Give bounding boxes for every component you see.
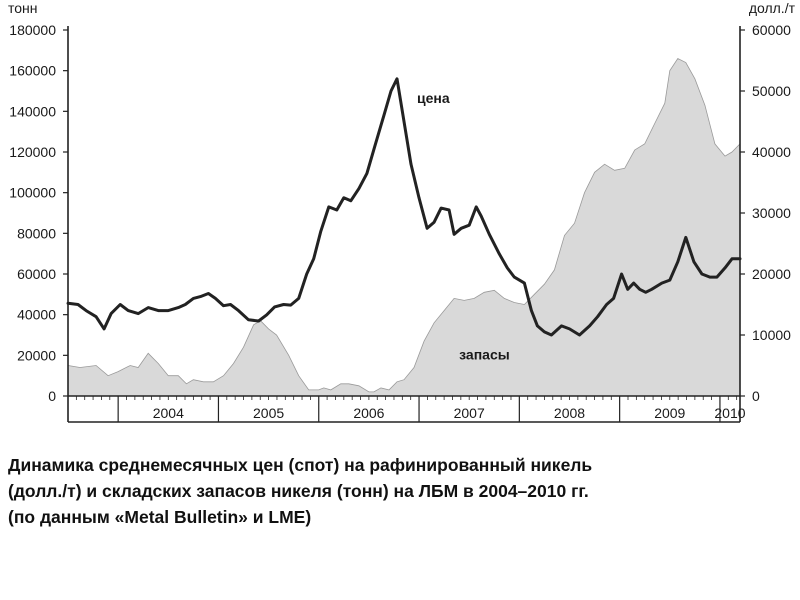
left-tick-label: 80000	[17, 225, 56, 242]
series-annotation: цена	[417, 90, 450, 107]
right-tick-label: 60000	[752, 22, 791, 38]
right-tick-label: 30000	[752, 205, 791, 221]
caption-line-3: (по данным «Metal Bulletin» и LME)	[8, 507, 312, 527]
right-tick-label: 0	[752, 388, 760, 404]
left-tick-label: 100000	[9, 184, 56, 201]
year-label: 2004	[152, 405, 184, 421]
left-tick-label: 60000	[17, 266, 56, 282]
caption-line-1: Динамика среднемесячных цен (спот) на рафинированный никель	[8, 455, 593, 475]
figure-caption	[8, 452, 788, 530]
year-label: 2008	[553, 405, 586, 421]
right-tick-label: 50000	[752, 83, 791, 99]
year-label: 2010	[714, 405, 746, 421]
left-axis-unit: тонн	[8, 0, 38, 16]
left-tick-label: 140000	[9, 103, 56, 120]
year-label: 2005	[253, 405, 285, 421]
left-tick-label: 160000	[9, 62, 56, 79]
left-tick-label: 180000	[9, 22, 56, 38]
left-tick-label: 40000	[17, 306, 56, 323]
left-tick-label: 0	[48, 388, 56, 404]
right-tick-label: 10000	[752, 327, 791, 343]
right-tick-label: 20000	[752, 266, 791, 282]
caption-line-2: (долл./т) и складских запасов никеля (тонн) на ЛБМ в 2004–2010 гг.	[8, 481, 589, 501]
year-label: 2007	[453, 405, 485, 421]
stocks-area	[68, 59, 740, 397]
right-axis-unit: долл./т	[748, 0, 795, 16]
year-label: 2006	[353, 405, 385, 421]
area-layer	[68, 59, 740, 397]
right-tick-label: 40000	[752, 144, 791, 160]
left-tick-label: 20000	[17, 347, 56, 364]
series-annotation: запасы	[459, 346, 510, 363]
year-label: 2009	[654, 405, 686, 421]
left-tick-label: 120000	[9, 144, 56, 160]
